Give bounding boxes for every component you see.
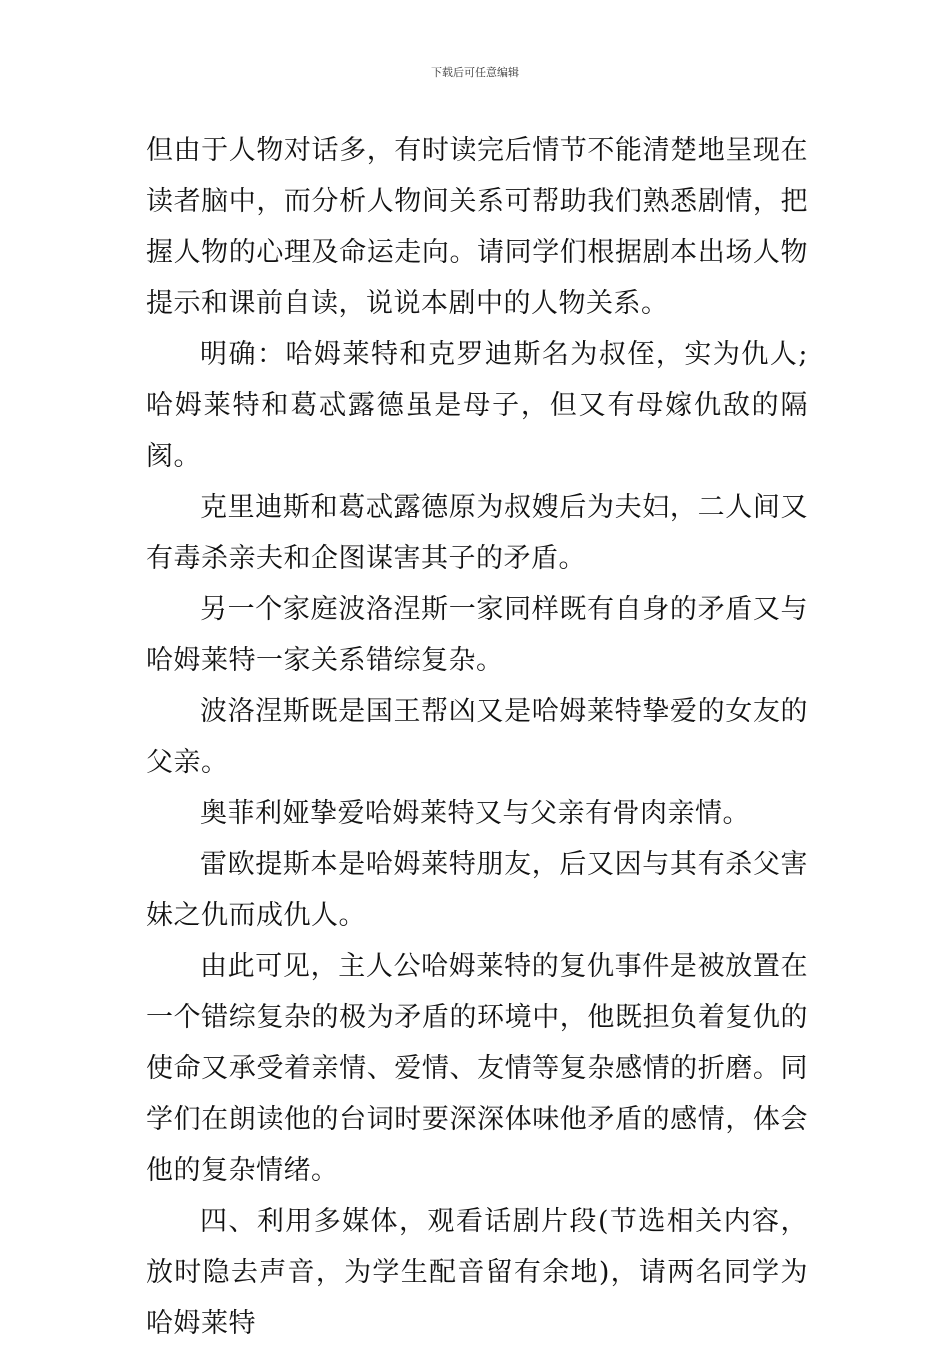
paragraph-9: 四、利用多媒体，观看话剧片段(节选相关内容，放时隐去声音，为学生配音留有余地)，请两名同学为哈姆莱特 bbox=[146, 1206, 808, 1339]
paragraph-1: 但由于人物对话多，有时读完后情节不能清楚地呈现在读者脑中，而分析人物间关系可帮助我们熟悉剧情，把握人物的心理及命运走向。请同学们根据剧本出场人物提示和课前自读，说说本剧中的人物关系。 bbox=[146, 135, 808, 319]
paragraph-2: 明确：哈姆莱特和克罗迪斯名为叔侄，实为仇人;哈姆莱特和葛忒露德虽是母子，但又有母嫁仇敌的隔阂。 bbox=[146, 339, 808, 472]
paragraph-8: 由此可见，主人公哈姆莱特的复仇事件是被放置在一个错综复杂的极为矛盾的环境中，他既担负着复仇的使命又承受着亲情、爱情、友情等复杂感情的折磨。同学们在朗读他的台词时要深深体味他矛盾的感情，体会他的复杂情绪。 bbox=[146, 951, 808, 1186]
paragraph-6: 奥菲利娅挚爱哈姆莱特又与父亲有骨肉亲情。 bbox=[200, 798, 750, 829]
page-header: 下载后可任意编辑 bbox=[431, 66, 519, 79]
paragraph-7: 雷欧提斯本是哈姆莱特朋友，后又因与其有杀父害妹之仇而成仇人。 bbox=[146, 849, 808, 931]
document-body bbox=[146, 125, 808, 1349]
paragraph-5: 波洛涅斯既是国王帮凶又是哈姆莱特挚爱的女友的父亲。 bbox=[146, 696, 808, 778]
paragraph-4: 另一个家庭波洛涅斯一家同样既有自身的矛盾又与哈姆莱特一家关系错综复杂。 bbox=[146, 594, 808, 676]
paragraph-3: 克里迪斯和葛忒露德原为叔嫂后为夫妇，二人间又有毒杀亲夫和企图谋害其子的矛盾。 bbox=[146, 492, 808, 574]
